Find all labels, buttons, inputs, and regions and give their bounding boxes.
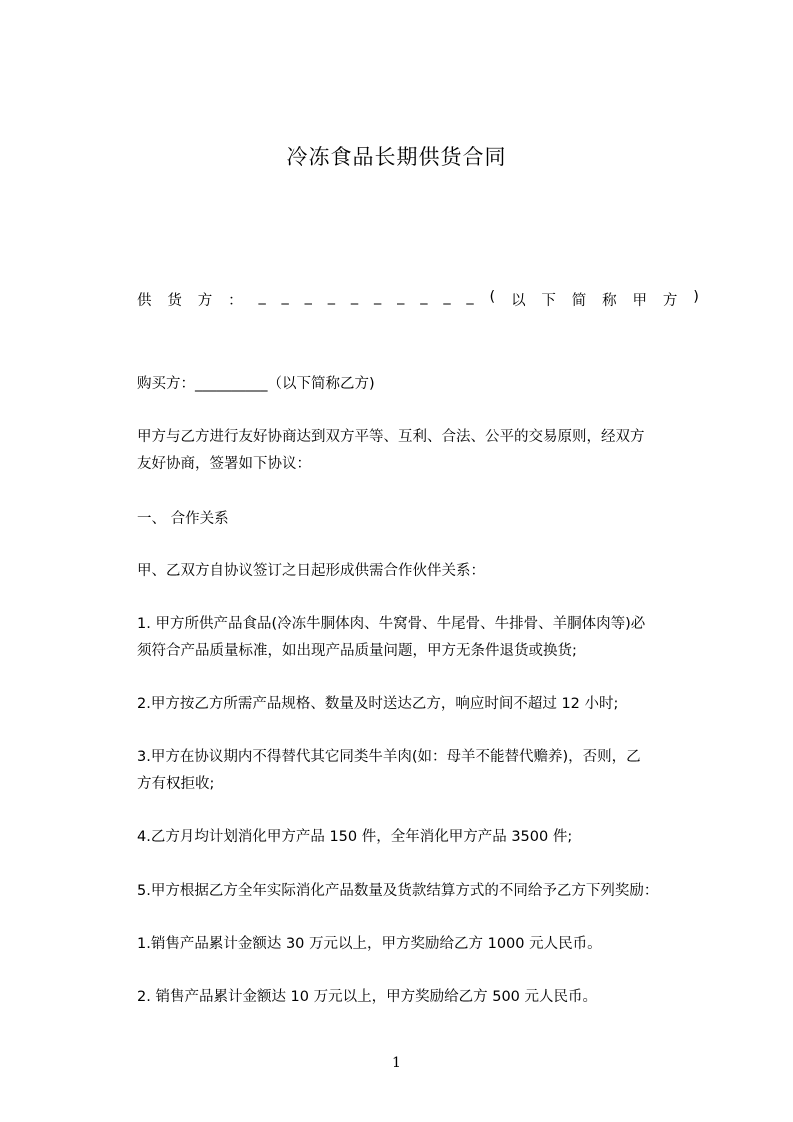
supplier-blank: _ bbox=[397, 289, 405, 305]
supplier-char: ) bbox=[693, 289, 699, 305]
item-3-line-2: 方有权拒收; bbox=[137, 776, 215, 792]
supplier-blank: _ bbox=[281, 289, 289, 305]
reward-2: 2. 销售产品累计金额达 10 万元以上，甲方奖励给乙方 500 元人民币。 bbox=[137, 989, 598, 1005]
page-number: 1 bbox=[392, 1055, 401, 1071]
supplier-blank: _ bbox=[420, 289, 428, 305]
contract-title: 冷冻食品长期供货合同 bbox=[286, 145, 507, 169]
supplier-char: 货 bbox=[167, 293, 182, 309]
supplier-char: 方 bbox=[197, 293, 213, 309]
item-3-line-1: 3.甲方在协议期内不得替代其它同类牛羊肉(如：母羊不能替代赡养)，否则，乙 bbox=[137, 749, 641, 765]
supplier-char: 下 bbox=[541, 293, 556, 309]
intro-line-1: 甲方与乙方进行友好协商达到双方平等、互利、合法、公平的交易原则，经双方 bbox=[137, 429, 645, 445]
supplier-char: 简 bbox=[571, 293, 587, 309]
buyer-line: 购买方：__________（以下简称乙方) bbox=[137, 376, 375, 392]
supplier-line bbox=[137, 289, 699, 310]
item-2: 2.甲方按乙方所需产品规格、数量及时送达乙方，响应时间不超过 12 小时; bbox=[137, 696, 619, 712]
section-1-lead: 甲、乙双方自协议签订之日起形成供需合作伙伴关系： bbox=[137, 563, 485, 579]
supplier-blank: _ bbox=[304, 289, 312, 305]
supplier-char: ( bbox=[489, 289, 496, 305]
supplier-char: ： bbox=[228, 293, 243, 309]
supplier-char: 方 bbox=[662, 293, 678, 309]
item-5: 5.甲方根据乙方全年实际消化产品数量及货款结算方式的不同给予乙方下列奖励： bbox=[137, 883, 659, 899]
supplier-blank: _ bbox=[466, 289, 474, 305]
item-1-line-2: 须符合产品质量标准，如出现产品质量问题，甲方无条件退货或换货; bbox=[137, 643, 577, 659]
reward-1: 1.销售产品累计金额达 30 万元以上，甲方奖励给乙方 1000 元人民币。 bbox=[137, 936, 602, 952]
supplier-char: 以 bbox=[511, 293, 526, 309]
supplier-blank: _ bbox=[327, 289, 336, 305]
intro-line-2: 友好协商，签署如下协议： bbox=[137, 456, 311, 472]
supplier-blank: _ bbox=[350, 289, 359, 305]
supplier-blank: _ bbox=[373, 289, 382, 305]
item-1-line-1: 1. 甲方所供产品食品(冷冻牛胴体肉、牛窝骨、牛尾骨、牛排骨、羊胴体肉等)必 bbox=[137, 616, 646, 632]
supplier-char: 甲 bbox=[632, 293, 647, 309]
supplier-blank: _ bbox=[443, 289, 451, 305]
supplier-char: 供 bbox=[137, 293, 152, 309]
section-1-heading: 一、 合作关系 bbox=[137, 511, 229, 527]
item-4: 4.乙方月均计划消化甲方产品 150 件，全年消化甲方产品 3500 件; bbox=[137, 829, 573, 845]
supplier-char: 称 bbox=[602, 293, 617, 309]
supplier-blank: _ bbox=[258, 289, 266, 305]
